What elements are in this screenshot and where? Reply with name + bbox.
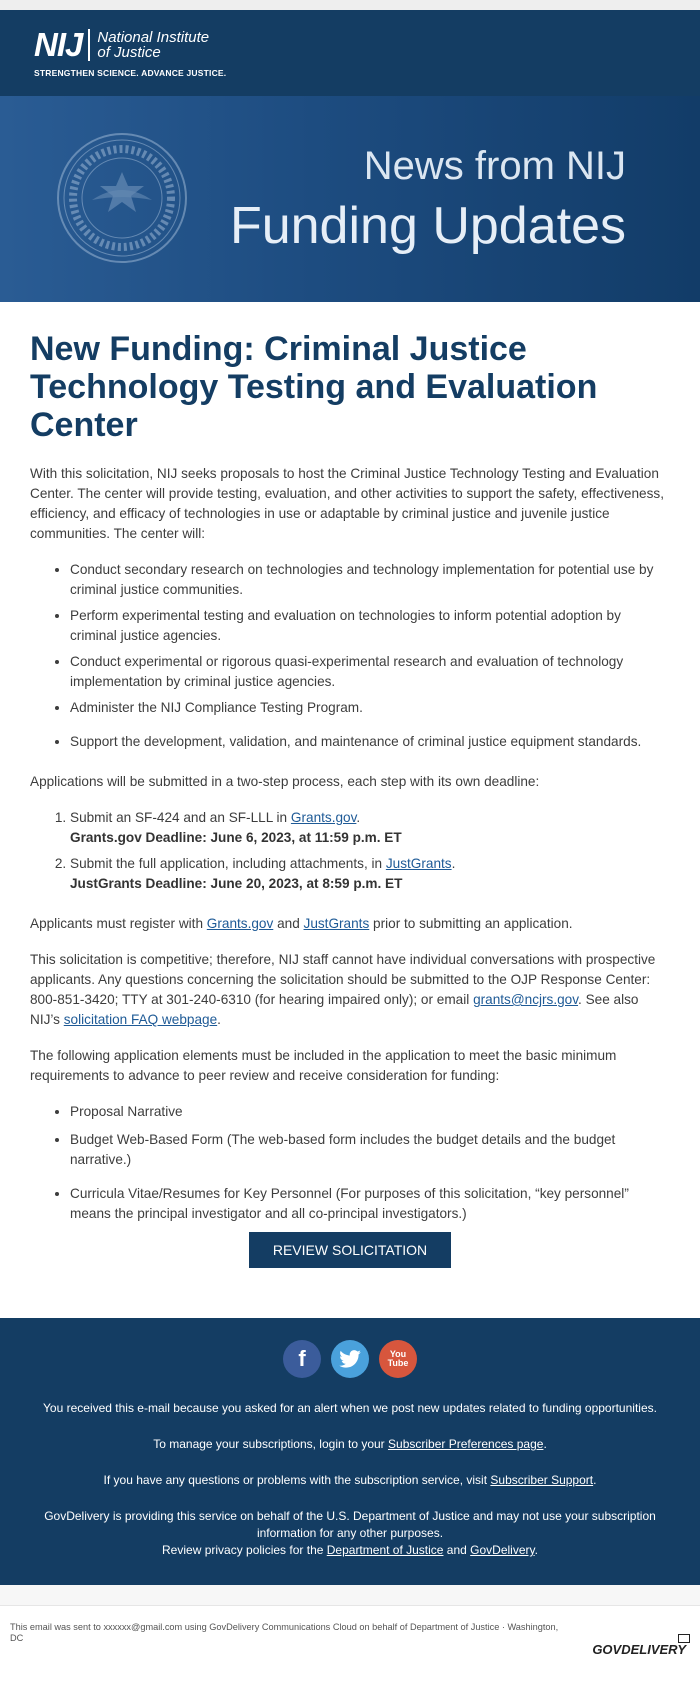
submission-steps-list — [30, 808, 670, 894]
list-item: • Proposal Narrative — [70, 1102, 670, 1122]
logo-name: National Institute of Justice — [97, 29, 210, 61]
center-tasks-list — [30, 560, 670, 752]
logo-divider — [88, 29, 90, 61]
grants-gov-link[interactable]: Grants.gov — [290, 810, 357, 825]
doj-privacy-link[interactable]: Department of Justice — [326, 1543, 444, 1557]
list-item: • Perform experimental testing and evaluation on technologies to inform potential adoption by criminal justice agencies. — [70, 606, 670, 646]
subscriber-preferences-link[interactable]: Subscriber Preferences page — [388, 1437, 544, 1451]
privacy-text: GovDelivery is providing this service on behalf of the U.S. Department of Justice and may not use your subscription information for any other purposes. Review privacy policies for the Department of Justice and GovDelivery. — [44, 1509, 656, 1557]
top-strip — [0, 0, 700, 10]
logo-mark: NIJ — [34, 26, 83, 63]
subscriber-support-link[interactable]: Subscriber Support — [490, 1473, 594, 1487]
govdelivery-logo[interactable]: GOVDELIVERY — [592, 1642, 686, 1657]
nij-logo[interactable] — [34, 28, 226, 78]
govdelivery-privacy-link[interactable]: GovDelivery — [470, 1543, 535, 1557]
social-links — [40, 1340, 660, 1378]
list-item: • Budget Web-Based Form (The web-based form includes the budget details and the budget narrative.) — [70, 1130, 670, 1170]
logo-tagline: STRENGTHEN SCIENCE. ADVANCE JUSTICE. — [34, 68, 227, 78]
required-elements-list — [30, 1102, 670, 1224]
twitter-icon[interactable] — [331, 1340, 369, 1378]
competitive-paragraph: This solicitation is competitive; therefore, NIJ staff cannot have individual conversations with prospective applicants. Any questions concerning the solicitation should be submitted to the OJP Response Center: 800-851-3420; TTY at 301-240-6310 (for hearing impaired only); or email grants@ncjrs.gov. See also NIJ’s solicitation FAQ webpage. — [30, 952, 656, 1027]
list-item: • Conduct secondary research on technologies and technology implementation for potential use by criminal justice communities. — [70, 560, 670, 600]
register-justgrants-link[interactable]: JustGrants — [303, 916, 370, 931]
review-solicitation-button[interactable]: REVIEW SOLICITATION — [249, 1232, 451, 1268]
step1-deadline: Grants.gov Deadline: June 6, 2023, at 11:59 p.m. ET — [70, 830, 402, 845]
bottom-spacer — [0, 1585, 700, 1605]
process-intro: Applications will be submitted in a two-step process, each step with its own deadline: — [30, 774, 540, 789]
doj-seal-icon — [56, 132, 188, 264]
register-paragraph: Applicants must register with Grants.gov and JustGrants prior to submitting an application. — [30, 916, 573, 931]
hero-subtitle: News from NIJ — [363, 144, 626, 188]
hero-banner — [0, 96, 700, 302]
button-wrapper — [30, 1232, 670, 1268]
article-body — [0, 302, 700, 1268]
register-grants-gov-link[interactable]: Grants.gov — [206, 916, 274, 931]
facebook-icon[interactable]: f — [283, 1340, 321, 1378]
list-item: • Conduct experimental or rigorous quasi-experimental research and evaluation of technology implementation by criminal justice agencies. — [70, 652, 670, 692]
site-header — [0, 10, 700, 96]
step2-deadline: JustGrants Deadline: June 20, 2023, at 8:59 p.m. ET — [70, 876, 403, 891]
step-item: 1. Submit an SF-424 and an SF-LLL in Grants.gov. Grants.gov Deadline: June 6, 2023, at 11:59 p.m. ET — [70, 808, 670, 848]
intro-paragraph: With this solicitation, NIJ seeks proposals to host the Criminal Justice Technology Testing and Evaluation Center. The center will provide testing, evaluation, and other activities to support the safety, effectiveness, efficiency, and efficacy of technologies in use or adaptable by criminal justice and juvenile justice communities. The center will: — [30, 466, 664, 541]
hero-title: Funding Updates — [229, 197, 626, 255]
step-item: 2. Submit the full application, including attachments, in JustGrants. JustGrants Deadline: June 20, 2023, at 8:59 p.m. ET — [70, 854, 670, 894]
manage-subscriptions-text: To manage your subscriptions, login to your Subscriber Preferences page. — [153, 1437, 547, 1451]
list-item: • Administer the NIJ Compliance Testing Program. — [70, 698, 670, 718]
alert-reason-text: You received this e-mail because you asked for an alert when we post new updates related to funding opportunities. — [43, 1401, 657, 1415]
justgrants-link[interactable]: JustGrants — [385, 856, 452, 871]
list-item: • Support the development, validation, and maintenance of criminal justice equipment standards. — [70, 732, 670, 752]
list-item: • Curricula Vitae/Resumes for Key Personnel (For purposes of this solicitation, “key personnel” means the principal investigator and all co-principal investigators.) — [70, 1184, 670, 1224]
elements-intro: The following application elements must be included in the application to meet the basic minimum requirements to advance to peer review and receive consideration for funding: — [30, 1048, 617, 1083]
youtube-icon[interactable]: You Tube — [379, 1340, 417, 1378]
article-title: New Funding: Criminal Justice Technology Testing and Evaluation Center — [30, 330, 598, 444]
email-meta — [0, 1605, 700, 1689]
support-text: If you have any questions or problems with the subscription service, visit Subscriber Support. — [103, 1473, 597, 1487]
sent-to-text: This email was sent to xxxxxx@gmail.com using GovDelivery Communications Cloud on behalf of Department of Justice · Washington, DC — [10, 1622, 559, 1643]
faq-link[interactable]: solicitation FAQ webpage — [63, 1012, 218, 1027]
email-link[interactable]: grants@ncjrs.gov — [473, 992, 579, 1007]
footer — [0, 1318, 700, 1585]
